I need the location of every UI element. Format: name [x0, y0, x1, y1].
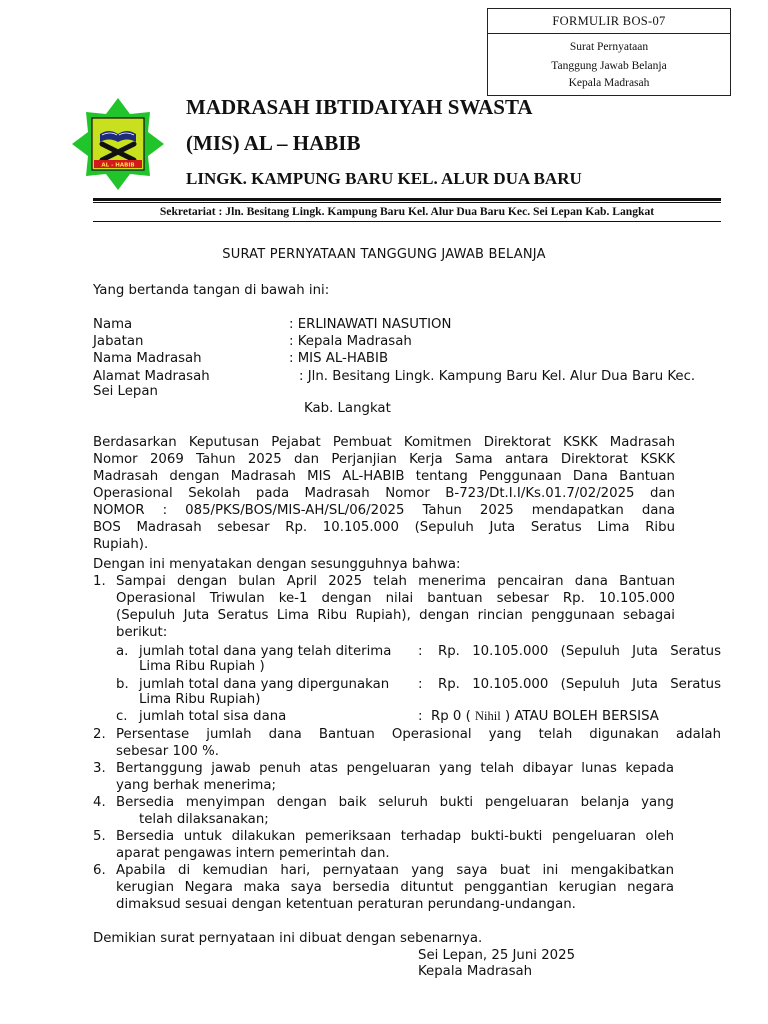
list-item-line: berikut:: [116, 625, 168, 640]
list-number: 3.: [93, 761, 106, 776]
subitem-letter: c.: [116, 709, 128, 724]
field-label-name: Nama: [93, 317, 133, 332]
field-label-position: Jabatan: [93, 334, 144, 349]
closing-statement: Demikian surat pernyataan ini dibuat dengan sebenarnya.: [93, 931, 483, 946]
form-desc-line: Tanggung Jawab Belanja: [551, 60, 667, 72]
list-number: 6.: [93, 863, 106, 878]
secretariat-address: Sekretariat : Jln. Besitang Lingk. Kampung Baru Kel. Alur Dua Baru Kec. Sei Lepan Kab. Langkat: [159, 205, 655, 218]
list-item-line: Apabila di kemudian hari, pernyataan yang saya buat ini mengakibatkan: [116, 863, 674, 878]
document-title: SURAT PERNYATAAN TANGGUNG JAWAB BELANJA: [222, 247, 546, 262]
paragraph-line: Nomor 2069 Tahun 2025 dan Perjanjian Kerja Sama antara Direktorat KSKK: [93, 452, 675, 467]
subitem-value: Rp. 10.105.000 (Sepuluh Juta Seratus: [438, 677, 721, 692]
list-number: 5.: [93, 829, 106, 844]
list-number: 1.: [93, 574, 106, 589]
header-rule-thin: [93, 202, 721, 203]
signatory-title: Kepala Madrasah: [418, 964, 533, 979]
header-rule-thick: [93, 198, 721, 201]
field-label-address: Alamat Madrasah: [93, 369, 210, 384]
form-code-box: [487, 8, 731, 96]
list-item-line: Bersedia untuk dilakukan pemeriksaan terhadap bukti-bukti pengeluaran oleh: [116, 829, 674, 844]
field-address-continuation: Kab. Langkat: [304, 401, 391, 416]
paragraph-line: NOMOR : 085/PKS/BOS/MIS-AH/SL/06/2025 Tahun 2025 mendapatkan dana: [93, 503, 675, 518]
field-label-school: Nama Madrasah: [93, 351, 202, 366]
list-item-line: telah dilaksanakan;: [139, 812, 269, 827]
list-number: 2.: [93, 727, 106, 742]
subitem-label: jumlah total dana yang dipergunakan: [139, 677, 390, 692]
remaining-note: ) ATAU BOLEH BERSISA: [500, 709, 659, 724]
subitem-letter: b.: [116, 677, 129, 692]
list-item-line: kerugian Negara maka saya bersedia dituntut penggantian kerugian negara: [116, 880, 674, 895]
nihil-label: Nihil: [475, 709, 501, 723]
list-item-line: Operasional Triwulan ke-1 dengan nilai bantuan sebesar Rp. 10.105.000: [116, 591, 675, 606]
paragraph-line: Operasional Sekolah pada Madrasah Nomor B-723/Dt.I.I/Ks.01.7/02/2025 dan: [93, 486, 675, 501]
paragraph-line: BOS Madrasah sebesar Rp. 10.105.000 (Sepuluh Juta Seratus Lima Ribu: [93, 520, 675, 535]
field-value-school: : MIS AL-HABIB: [289, 351, 389, 366]
list-item-line: Sampai dengan bulan April 2025 telah menerima pencairan dana Bantuan: [116, 574, 675, 589]
list-item-line: Persentase jumlah dana Bantuan Operasional yang telah digunakan adalah: [116, 727, 721, 742]
subitem-colon: :: [418, 709, 423, 724]
form-description: [488, 38, 730, 90]
field-address-wrap: Sei Lepan: [93, 384, 158, 399]
form-desc-line: Kepala Madrasah: [568, 77, 650, 89]
list-item-line: (Sepuluh Juta Seratus Lima Ribu Rupiah), dengan rincian penggunaan sebagai: [116, 608, 675, 623]
subitem-letter: a.: [116, 644, 129, 659]
logo-text: AL - HABIB: [101, 162, 135, 169]
list-item-line: Bersedia menyimpan dengan baik seluruh bukti pengeluaran belanja yang: [116, 795, 674, 810]
paragraph-line: Rupiah).: [93, 537, 149, 552]
list-number: 4.: [93, 795, 106, 810]
subitem-label: jumlah total sisa dana: [139, 709, 287, 724]
school-name: MADRASAH IBTIDAIYAH SWASTA: [186, 95, 533, 119]
field-value-address: : Jln. Besitang Lingk. Kampung Baru Kel. Alur Dua Baru Kec.: [299, 369, 696, 384]
list-item-line: aparat pengawas intern pemerintah dan.: [116, 846, 390, 861]
list-item-line: dimaksud sesuai dengan ketentuan peraturan perundang-undangan.: [116, 897, 576, 912]
list-item-line: Bertanggung jawab penuh atas pengeluaran yang telah dibayar lunas kepada: [116, 761, 674, 776]
subitem-value-continuation: Lima Ribu Rupiah): [139, 692, 261, 707]
field-value-name: : ERLINAWATI NASUTION: [289, 317, 452, 332]
place-date: Sei Lepan, 25 Juni 2025: [418, 948, 576, 963]
form-desc-line: Surat Pernyataan: [569, 41, 649, 53]
intro-text: Yang bertanda tangan di bawah ini:: [93, 283, 330, 298]
header-rule-bottom: [93, 221, 721, 222]
school-address: LINGK. KAMPUNG BARU KEL. ALUR DUA BARU: [186, 169, 582, 188]
subitem-label: jumlah total dana yang telah diterima: [139, 644, 392, 659]
paragraph-line: Berdasarkan Keputusan Pejabat Pembuat Komitmen Direktorat KSKK Madrasah: [93, 435, 675, 450]
list-item-line: yang berhak menerima;: [116, 778, 276, 793]
subitem-value-remaining: [431, 708, 659, 725]
subitem-colon: :: [418, 644, 423, 659]
subitem-colon: :: [418, 677, 423, 692]
school-abbreviation: (MIS) AL – HABIB: [186, 131, 361, 155]
subitem-value: Rp. 10.105.000 (Sepuluh Juta Seratus: [438, 644, 721, 659]
school-logo: [72, 98, 164, 190]
field-value-position: : Kepala Madrasah: [289, 334, 412, 349]
list-item-line: sebesar 100 %.: [116, 744, 219, 759]
subitem-value-continuation: Lima Ribu Rupiah ): [139, 659, 265, 674]
form-code: FORMULIR BOS-07: [488, 9, 730, 34]
remaining-amount: Rp 0 (: [431, 709, 476, 724]
declaration-text: Dengan ini menyatakan dengan sesungguhnya bahwa:: [93, 557, 461, 572]
paragraph-line: Madrasah dengan Madrasah MIS AL-HABIB tentang Penggunaan Dana Bantuan: [93, 469, 675, 484]
